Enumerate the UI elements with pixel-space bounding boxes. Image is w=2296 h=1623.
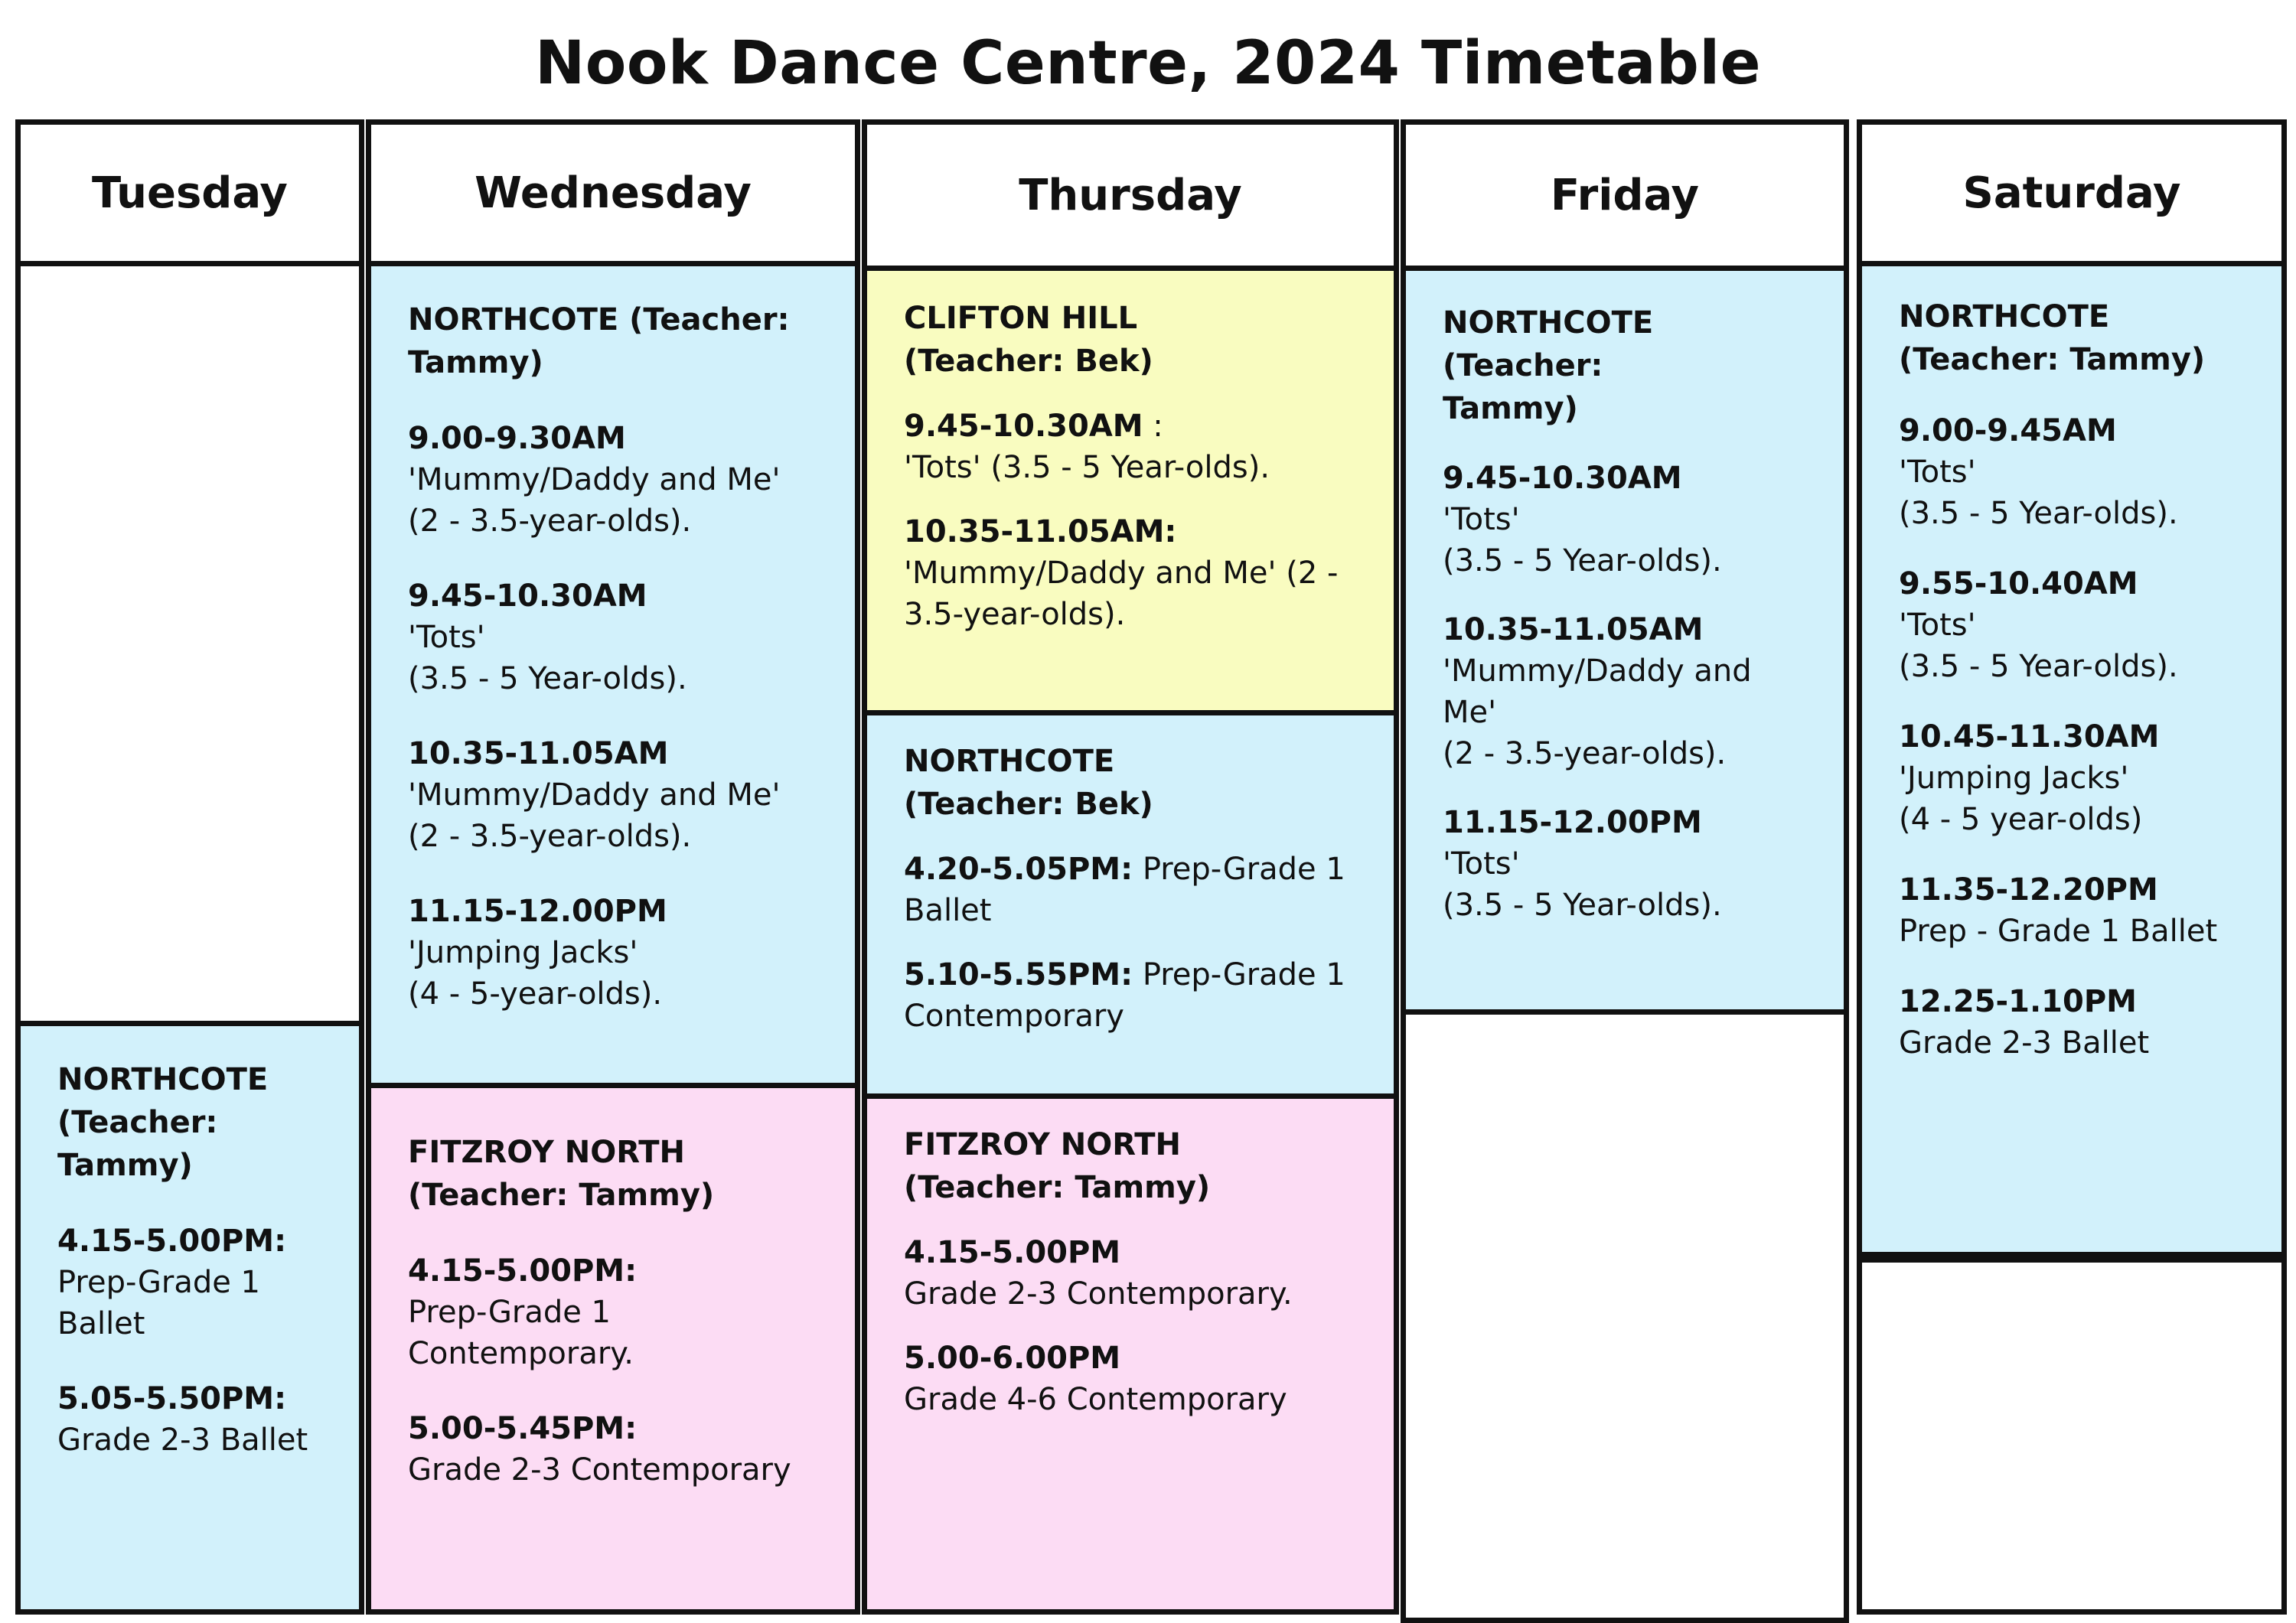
slot-time: 5.05-5.50PM: <box>57 1381 287 1416</box>
class-slot <box>1899 410 2258 534</box>
class-slot <box>408 1408 832 1491</box>
slot-time: 10.45-11.30AM <box>1899 719 2160 754</box>
empty-block <box>1401 1009 1849 1623</box>
page-title: Nook Dance Centre, 2024 Timetable <box>534 29 1762 98</box>
day-header-tuesday: Tuesday <box>15 119 364 266</box>
slot-desc: Prep-Grade 1 Ballet <box>904 852 1345 928</box>
column-saturday <box>1857 119 2287 1615</box>
slot-time: 4.15-5.00PM: <box>57 1224 287 1259</box>
slot-desc: : 'Tots' (3.5 - 5 Year-olds). <box>904 409 1270 485</box>
slot-desc: Prep-Grade 1 Contemporary. <box>408 1295 634 1371</box>
location-label: NORTHCOTE (Teacher: Bek) <box>904 744 1153 822</box>
class-slot <box>1899 716 2258 840</box>
location-label: NORTHCOTE (Teacher: Tammy) <box>1443 305 1654 426</box>
slot-time: 12.25-1.10PM <box>1899 984 2137 1019</box>
column-friday <box>1401 119 1849 1623</box>
slot-desc: 'Tots' (3.5 - 5 Year-olds). <box>1899 608 2178 684</box>
column-tuesday <box>15 119 364 1615</box>
slot-time: 10.35-11.05AM <box>408 736 669 771</box>
class-slot <box>904 1232 1371 1315</box>
slot-time: 9.00-9.30AM <box>408 421 626 456</box>
class-slot <box>904 849 1371 931</box>
slot-desc: Prep-Grade 1 Contemporary <box>904 957 1345 1034</box>
slot-desc: Grade 2-3 Ballet <box>57 1423 308 1458</box>
class-slot <box>408 418 832 542</box>
slot-time: 11.15-12.00PM <box>408 894 667 929</box>
empty-block <box>1857 1257 2287 1615</box>
location-label: NORTHCOTE (Teacher: Tammy) <box>57 1062 269 1183</box>
class-slot <box>1443 458 1821 582</box>
day-header-wednesday: Wednesday <box>366 119 860 266</box>
slot-desc: 'Tots' (3.5 - 5 Year-olds). <box>1899 455 2178 531</box>
day-header-thursday: Thursday <box>862 119 1399 271</box>
slot-desc: 'Jumping Jacks' (4 - 5-year-olds). <box>408 935 663 1012</box>
class-block-fitzroy-north <box>366 1083 860 1615</box>
slot-time: 4.15-5.00PM <box>904 1235 1121 1270</box>
class-slot <box>904 406 1371 488</box>
class-slot <box>904 954 1371 1037</box>
class-block-northcote <box>1401 266 1849 1015</box>
class-block-northcote <box>862 710 1399 1099</box>
slot-desc: 'Mummy/Daddy and Me' (2 - 3.5-year-olds). <box>1443 653 1752 771</box>
day-header-friday: Friday <box>1401 119 1849 271</box>
slot-desc: 'Tots' (3.5 - 5 Year-olds). <box>1443 502 1722 578</box>
slot-desc: Prep-Grade 1 Ballet <box>57 1265 260 1341</box>
column-thursday <box>862 119 1399 1615</box>
empty-block <box>15 261 364 1026</box>
slot-time: 5.10-5.55PM: <box>904 957 1133 992</box>
class-slot <box>1899 563 2258 687</box>
slot-desc: Prep - Grade 1 Ballet <box>1899 914 2218 949</box>
class-slot <box>408 1250 832 1374</box>
class-block-northcote <box>1857 261 2287 1257</box>
slot-desc: 'Tots' (3.5 - 5 Year-olds). <box>408 620 687 696</box>
class-slot <box>904 511 1371 635</box>
class-slot <box>1443 609 1821 774</box>
class-block-northcote <box>15 1021 364 1615</box>
slot-desc: Grade 2-3 Contemporary. <box>904 1276 1293 1312</box>
day-header-saturday: Saturday <box>1857 119 2287 266</box>
slot-desc: Grade 2-3 Ballet <box>1899 1025 2150 1061</box>
location-label: FITZROY NORTH (Teacher: Tammy) <box>904 1127 1211 1205</box>
slot-time: 5.00-6.00PM <box>904 1341 1121 1376</box>
slot-desc: 'Mummy/Daddy and Me' (2 - 3.5-year-olds). <box>408 462 781 539</box>
slot-time: 9.45-10.30AM <box>904 409 1143 444</box>
slot-time: 4.20-5.05PM: <box>904 852 1133 887</box>
class-slot <box>1443 802 1821 926</box>
slot-time: 4.15-5.00PM: <box>408 1253 638 1289</box>
slot-desc: Grade 2-3 Contemporary <box>408 1452 791 1488</box>
slot-desc: 'Jumping Jacks' (4 - 5 year-olds) <box>1899 761 2143 837</box>
slot-time: 10.35-11.05AM <box>1443 612 1704 647</box>
class-slot <box>408 891 832 1015</box>
slot-time: 11.35-12.20PM <box>1899 872 2158 908</box>
slot-time: 5.00-5.45PM: <box>408 1411 638 1446</box>
class-slot <box>408 575 832 699</box>
class-slot <box>1899 981 2258 1064</box>
location-label: CLIFTON HILL (Teacher: Bek) <box>904 301 1153 379</box>
slot-time: 9.55-10.40AM <box>1899 566 2138 601</box>
class-slot <box>904 1338 1371 1420</box>
slot-time: 10.35-11.05AM: <box>904 514 1177 549</box>
column-wednesday <box>366 119 860 1615</box>
class-slot <box>57 1378 336 1461</box>
location-label: NORTHCOTE (Teacher: Tammy) <box>1899 299 2206 377</box>
class-block-clifton-hill <box>862 266 1399 715</box>
slot-time: 9.45-10.30AM <box>408 578 647 614</box>
location-label: FITZROY NORTH (Teacher: Tammy) <box>408 1135 715 1213</box>
class-slot <box>408 733 832 857</box>
class-slot <box>1899 869 2258 952</box>
slot-desc: Grade 4-6 Contemporary <box>904 1382 1287 1417</box>
slot-desc: 'Mummy/Daddy and Me' (2 - 3.5-year-olds). <box>408 777 781 854</box>
class-block-northcote <box>366 261 860 1088</box>
class-block-fitzroy-north <box>862 1093 1399 1615</box>
location-label: NORTHCOTE (Teacher: Tammy) <box>408 302 790 380</box>
slot-time: 11.15-12.00PM <box>1443 805 1702 840</box>
slot-desc: 'Tots' (3.5 - 5 Year-olds). <box>1443 846 1722 923</box>
slot-desc: 'Mummy/Daddy and Me' (2 - 3.5-year-olds). <box>904 556 1339 632</box>
class-slot <box>57 1221 336 1344</box>
slot-time: 9.45-10.30AM <box>1443 461 1682 496</box>
slot-time: 9.00-9.45AM <box>1899 413 2117 448</box>
